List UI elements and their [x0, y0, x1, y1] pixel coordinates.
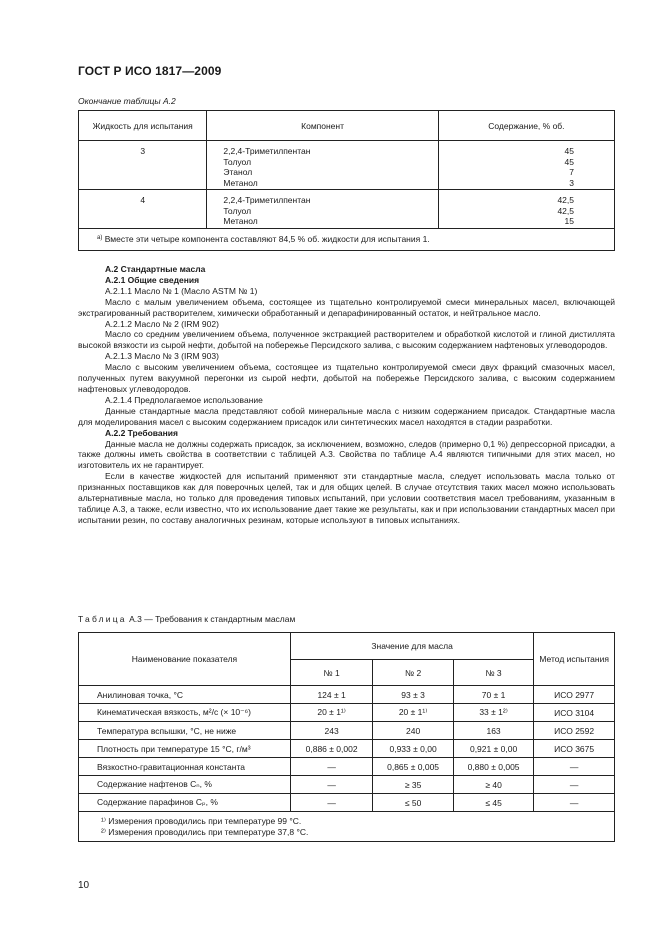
oil-3-value: 70 ± 1 [453, 686, 533, 704]
content-value: 45 [564, 146, 574, 156]
oil-1-value: 20 ± 1¹⁾ [290, 704, 372, 722]
table-a2-row-liquid-4 [79, 190, 615, 229]
content-value: 15 [564, 216, 574, 226]
content-value: 45 [564, 156, 574, 167]
body-text [78, 264, 615, 526]
paragraph-a22-2: Если в качестве жидкостей для испытаний применяют эти стандартные масла, следует использовать масла только от признанных поставщиков как для поверочных целей, так и для общих целей. В случае отсутствия таких масел можно использовать альтернативные масла, но только для проведения типовых испытаний, при условии соответствия масел требованиям, указанным в таблице А.3, а также, если известно, что их использование дает такие же результаты, как и при использовании стандартных масел при испытании резин, по составу аналогичных резинам, которые используют в типовых испытаниях. [78, 471, 615, 525]
oil-3-value: 0,921 ± 0,00 [453, 740, 533, 758]
table-a2-caption: Окончание таблицы А.2 [78, 96, 176, 106]
oil-2-value: 0,933 ± 0,00 [373, 740, 453, 758]
column-header-name: Наименование показателя [79, 633, 291, 686]
oil-3-value: 33 ± 1²⁾ [453, 704, 533, 722]
table-row-aniline-point [79, 686, 615, 704]
table-row-flash-point [79, 722, 615, 740]
table-note-1: ¹⁾ Измерения проводились при температуре 99 °С. [101, 816, 302, 826]
table-a3-notes [79, 812, 615, 842]
oil-3-value: ≤ 45 [453, 794, 533, 812]
components-cell [207, 141, 438, 190]
oil-2-value: 20 ± 1¹⁾ [373, 704, 453, 722]
section-heading-a212: А.2.1.2 Масло № 2 (IRM 902) [105, 318, 219, 329]
content-value: 42,5 [557, 195, 574, 205]
table-a3-caption [78, 614, 295, 624]
components-cell [207, 190, 438, 229]
liquid-cell: 4 [79, 190, 207, 229]
oil-3-value: 163 [453, 722, 533, 740]
content-value: 42,5 [557, 205, 574, 216]
component-name: Метанол [223, 216, 258, 226]
property-name: Кинематическая вязкость, м²/с (× 10⁻⁶) [79, 704, 291, 722]
section-heading-a2: А.2 Стандартные масла [105, 264, 206, 274]
oil-3-value: ≥ 40 [453, 776, 533, 794]
table-a3-notes-row [79, 812, 615, 842]
table-caption-word: Таблица [78, 614, 127, 624]
oil-2-value: 0,865 ± 0,005 [373, 758, 453, 776]
component-name: 2,2,4-Триметилпентан [223, 146, 311, 156]
table-a2-footnote-row [79, 229, 615, 251]
paragraph-a22-1: Данные масла не должны содержать присадок, за исключением, возможно, следов (примерно 0,1 %) депрессорной присадки, а также должны иметь свойства в соответствии с таблицей А.3. Свойства по таблице А.4 являются типичными для этих масел, но изготовитель их не гарантирует. [78, 438, 615, 471]
document-header: ГОСТ Р ИСО 1817—2009 [78, 64, 222, 78]
oil-2-value: 93 ± 3 [373, 686, 453, 704]
table-caption-title: А.3 — Требования к стандартным маслам [126, 614, 296, 624]
page-number: 10 [78, 880, 90, 891]
oil-1-value: 124 ± 1 [290, 686, 372, 704]
column-header-oil-1: № 1 [290, 660, 372, 686]
oil-2-value: 240 [373, 722, 453, 740]
table-row-kinematic-viscosity [79, 704, 615, 722]
oil-2-value: ≥ 35 [373, 776, 453, 794]
test-method: ИСО 2592 [534, 722, 615, 740]
section-heading-a21: А.2.1 Общие сведения [105, 274, 200, 285]
paragraph-a213: Масло с высоким увеличением объема, состоящее из тщательно контролируемой смеси двух фракций смазочных масел, полученных путем вакуумной перегонки из сырой нефти, добытой на побережье Персидского залива, с высоким содержанием нафтеновых углеводородов. [78, 362, 615, 394]
section-heading-a214: А.2.1.4 Предполагаемое использование [105, 394, 263, 405]
column-header-oil-2: № 2 [373, 660, 453, 686]
test-method: ИСО 3675 [534, 740, 615, 758]
values-cell [438, 141, 614, 190]
test-method: — [534, 794, 615, 812]
content-value: 7 [569, 167, 574, 177]
test-method: ИСО 2977 [534, 686, 615, 704]
column-header-content: Содержание, % об. [438, 111, 614, 141]
liquid-cell: 3 [79, 141, 207, 190]
table-a2-row-liquid-3 [79, 141, 615, 190]
column-header-method: Метод испытания [534, 633, 615, 686]
component-name: Толуол [223, 156, 252, 167]
component-name: Толуол [223, 205, 252, 216]
paragraph-a214: Данные стандартные масла представляют собой минеральные масла с низким содержанием присадок. Стандартные масла для моделирования масел с высоким содержанием присадок или синтетических масел находятся в стадии разработки. [78, 405, 615, 427]
table-row-viscosity-gravity-constant [79, 758, 615, 776]
table-note-2: ²⁾ Измерения проводились при температуре 37,8 °С. [101, 826, 309, 837]
property-name: Плотность при температуре 15 °С, г/м³ [79, 740, 291, 758]
table-a2 [78, 110, 615, 251]
property-name: Вязкостно-гравитационная константа [79, 758, 291, 776]
test-method: ИСО 3104 [534, 704, 615, 722]
section-heading-a211: А.2.1.1 Масло № 1 (Масло ASTM № 1) [105, 285, 258, 296]
table-a2-footnote [79, 229, 615, 251]
component-name: Этанол [223, 167, 253, 177]
table-a2-header-row [79, 111, 615, 141]
column-header-oil-3: № 3 [453, 660, 533, 686]
table-row-paraffin-content [79, 794, 615, 812]
oil-1-value: 0,886 ± 0,002 [290, 740, 372, 758]
footnote-mark: а) [97, 235, 103, 241]
property-name: Анилиновая точка, °С [79, 686, 291, 704]
oil-1-value: 243 [290, 722, 372, 740]
values-cell [438, 190, 614, 229]
column-header-liquid: Жидкость для испытания [79, 111, 207, 141]
component-name: Метанол [223, 177, 258, 188]
footnote-text: Вместе эти четыре компонента составляют 84,5 % об. жидкости для испытания 1. [102, 234, 430, 244]
paragraph-a211: Масло с малым увеличением объема, состоящее из тщательно контролируемой смеси минеральных масел, включающей экстрагированный растворителем, химически обработанный и депарафинированный остаток, и нейтральное масло. [78, 296, 615, 318]
test-method: — [534, 776, 615, 794]
section-heading-a22: А.2.2 Требования [105, 427, 178, 438]
paragraph-a212: Масло со средним увеличением объема, полученное экстракцией растворителем и обработкой кислотой и глиной дистиллята высокой вязкости из сырой нефти, добытой на побережье Персидского залива, с высоким содержанием нафтеновых углеводородов. [78, 329, 615, 351]
property-name: Температура вспышки, °С, не ниже [79, 722, 291, 740]
table-a3-header-row-1 [79, 633, 615, 660]
content-value: 3 [569, 177, 574, 188]
oil-1-value: — [290, 776, 372, 794]
oil-2-value: ≤ 50 [373, 794, 453, 812]
table-row-naphthene-content [79, 776, 615, 794]
column-header-component: Компонент [207, 111, 438, 141]
property-name: Содержание парафинов Cₚ, % [79, 794, 291, 812]
oil-3-value: 0,880 ± 0,005 [453, 758, 533, 776]
table-a3 [78, 632, 615, 842]
test-method: — [534, 758, 615, 776]
oil-1-value: — [290, 794, 372, 812]
component-name: 2,2,4-Триметилпентан [223, 195, 311, 205]
oil-1-value: — [290, 758, 372, 776]
column-header-value-group: Значение для масла [290, 633, 533, 660]
property-name: Содержание нафтенов Cₙ, % [79, 776, 291, 794]
table-row-density [79, 740, 615, 758]
section-heading-a213: А.2.1.3 Масло № 3 (IRM 903) [105, 351, 219, 362]
